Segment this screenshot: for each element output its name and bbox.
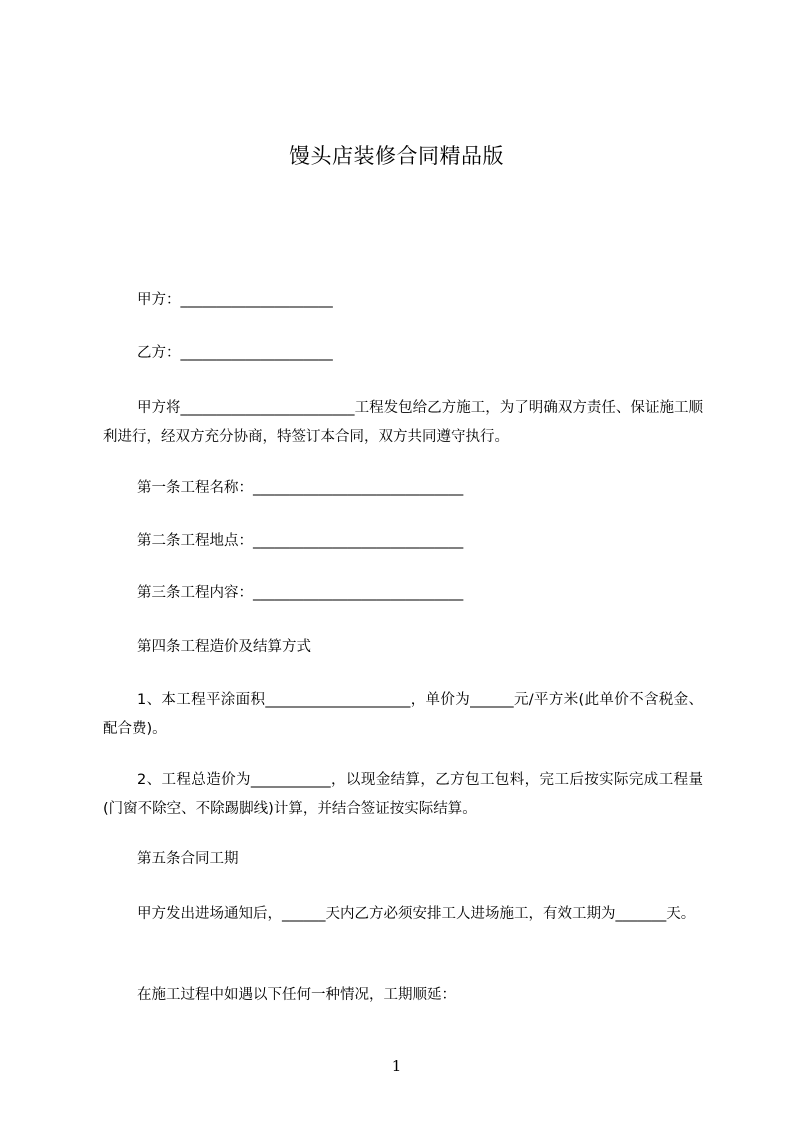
party-b-line: 乙方：_____________________ <box>137 345 333 361</box>
document-title: 馒头店装修合同精品版 <box>289 144 504 168</box>
item-2-paragraph: 2、工程总造价为___________，以现金结算，乙方包工包料，完工后按实际完成工程量(门窗不除空、不除踢脚线)计算，并结合签证按实际结算。 <box>103 772 703 817</box>
item-1-paragraph: 1、本工程平涂面积____________________，单价为______元/平方米(此单价不含税金、配合费)。 <box>103 692 703 737</box>
page-number: 1 <box>391 1057 402 1075</box>
article-5-heading: 第五条合同工期 <box>137 851 239 867</box>
article-3-project-content: 第三条工程内容：_____________________________ <box>137 585 464 601</box>
delay-paragraph: 在施工过程中如遇以下任何一种情况，工期顺延： <box>137 987 456 1003</box>
article-1-project-name: 第一条工程名称：_____________________________ <box>137 480 464 496</box>
article-4-heading: 第四条工程造价及结算方式 <box>137 639 311 655</box>
intro-paragraph: 甲方将________________________工程发包给乙方施工，为了明确双方责任、保证施工顺利进行，经双方充分协商，特签订本合同，双方共同遵守执行。 <box>103 400 703 445</box>
party-a-line: 甲方：_____________________ <box>137 292 333 308</box>
period-paragraph: 甲方发出进场通知后，______天内乙方必须安排工人进场施工，有效工期为_______天。 <box>137 906 696 922</box>
article-2-project-location: 第二条工程地点：_____________________________ <box>137 533 464 549</box>
